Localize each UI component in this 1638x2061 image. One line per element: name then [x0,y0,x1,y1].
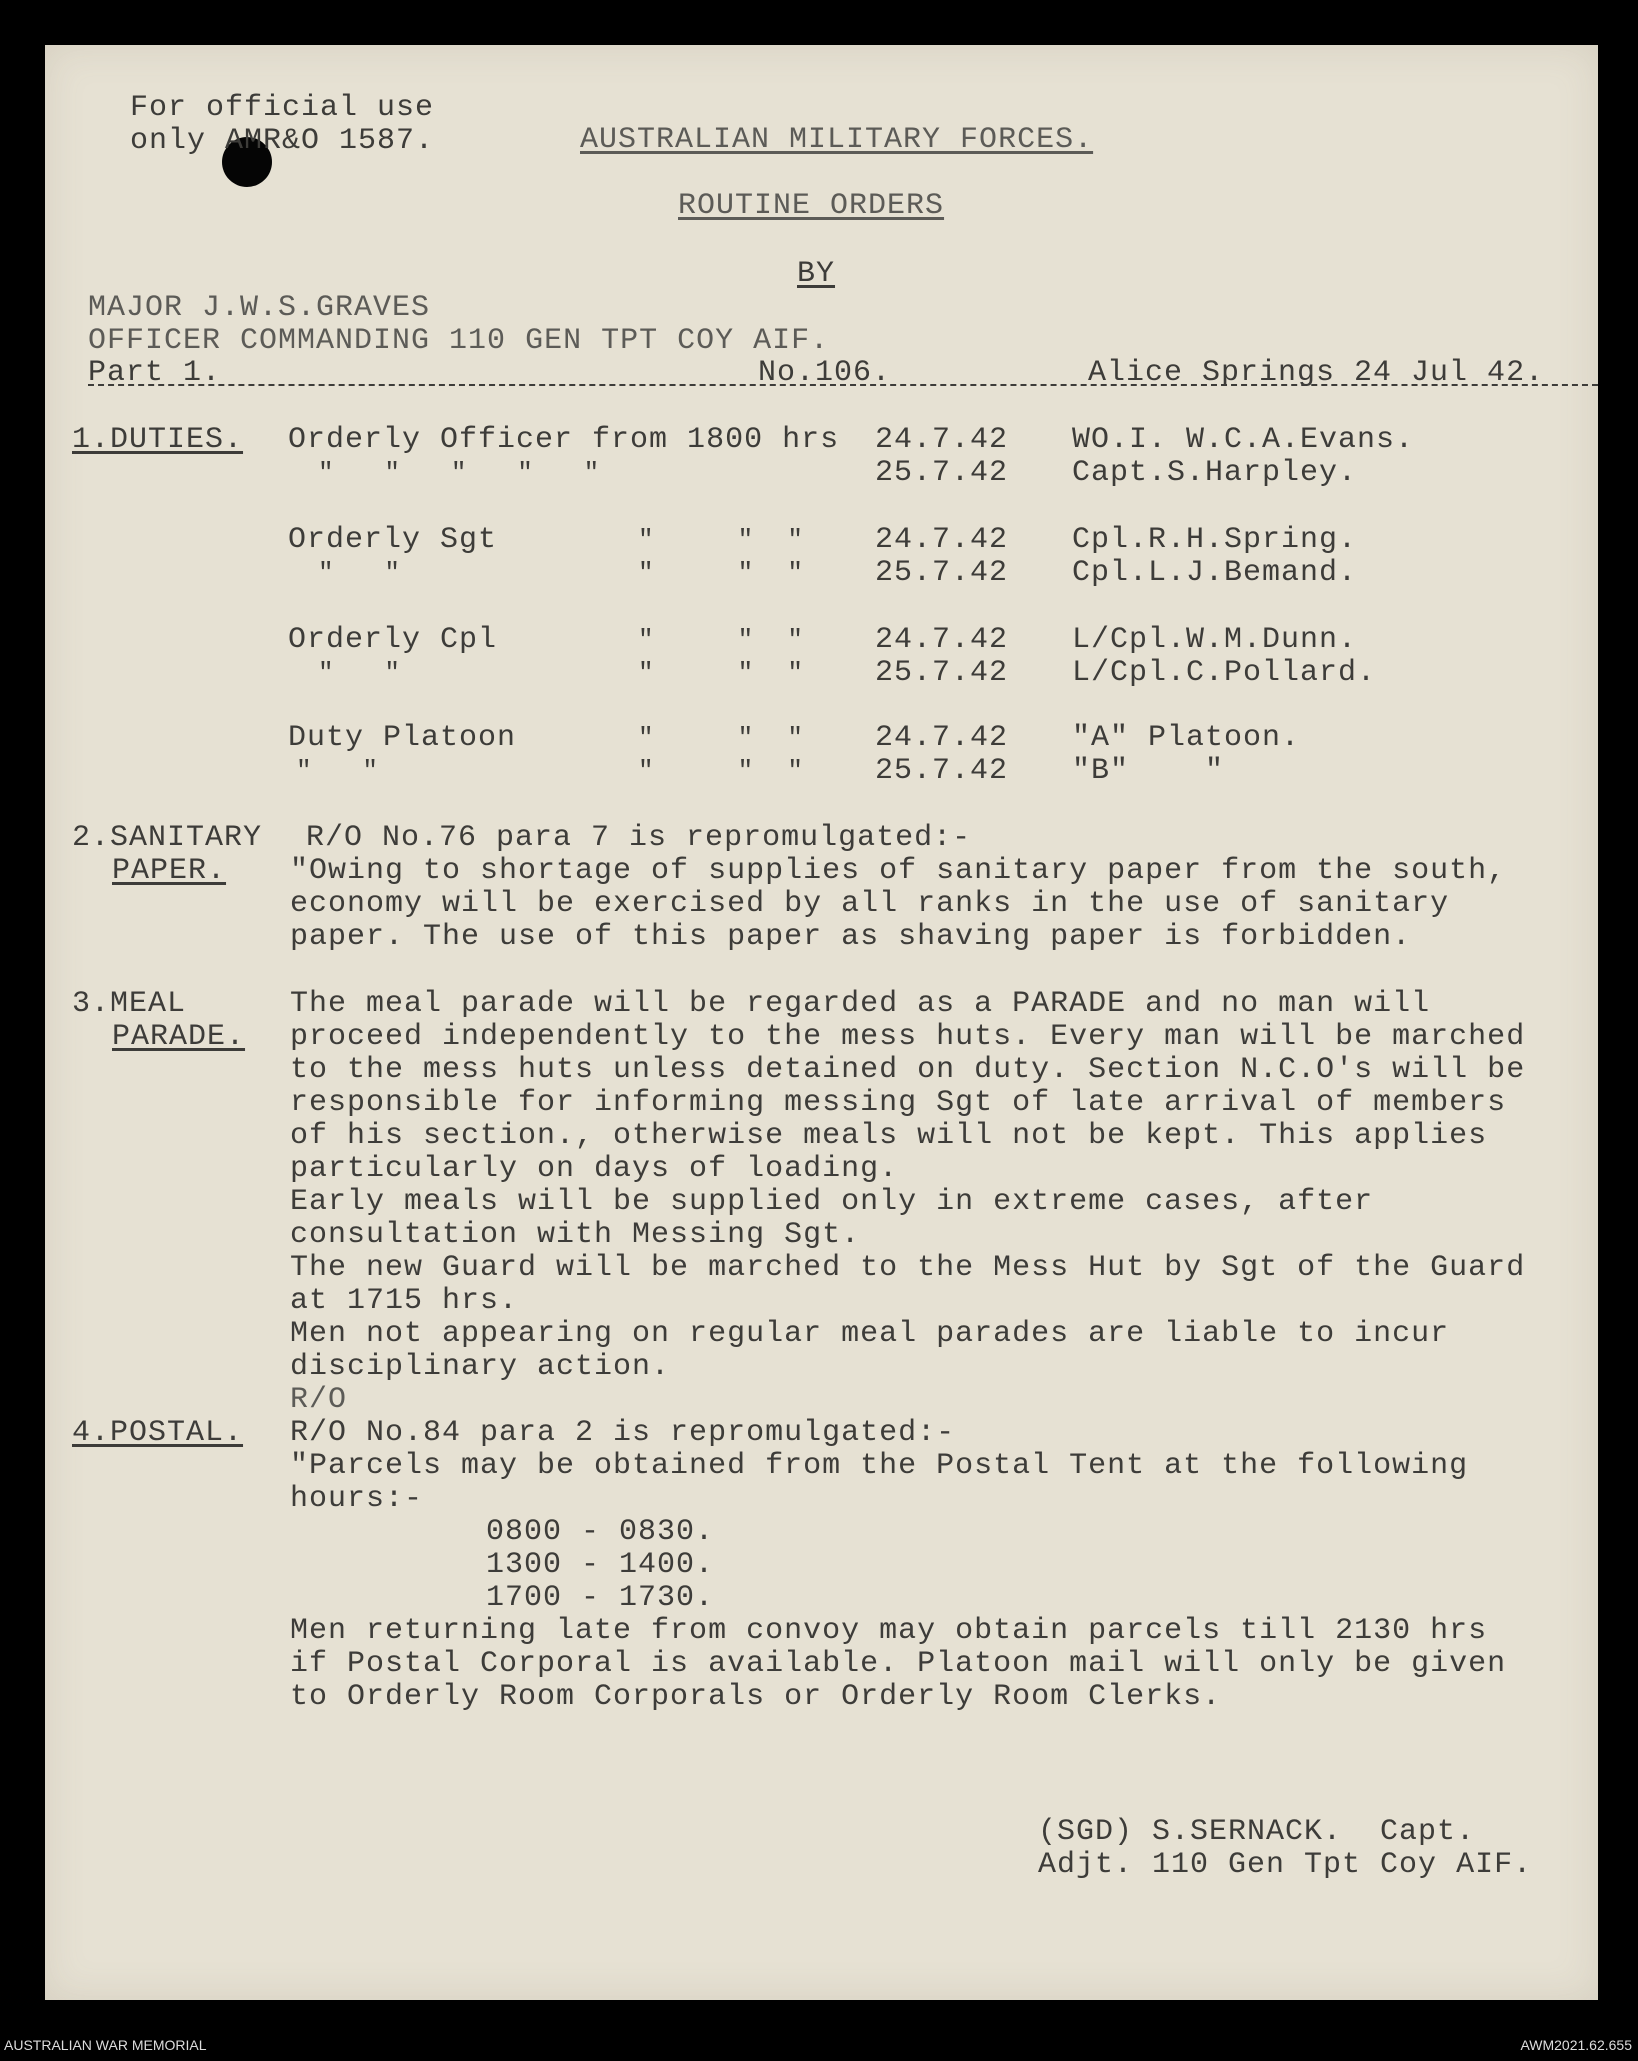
sanitary-line: economy will be exercised by all ranks in the use of sanitary [290,887,1450,921]
duty-ditto: " " " [638,558,805,588]
sanitary-heading: 2.SANITARY [72,821,263,855]
meal-line: proceed independently to the mess huts. Every man will be marched [290,1020,1526,1054]
postal-line: if Postal Corporal is available. Platoon mail will only be given [290,1647,1507,1681]
postal-heading: 4.POSTAL. [72,1416,244,1450]
duty-ditto: " " " [638,756,805,786]
meal-line: responsible for informing messing Sgt of late arrival of members [290,1086,1507,1120]
sanitary-subheading: PAPER. [112,854,227,888]
duty-ditto: " " " [638,658,805,688]
duty-date: 25.7.42 [875,656,1009,690]
duty-role: Duty Platoon [288,721,517,755]
duty-date: 24.7.42 [875,623,1009,657]
meal-line: disciplinary action. [290,1350,671,1384]
part-label: Part 1. [88,356,222,390]
duty-ditto: " " " [638,723,805,753]
duty-date: 25.7.42 [875,456,1009,490]
document-subtitle: ROUTINE ORDERS [678,189,945,223]
orders-number: No.106. [758,356,892,390]
duty-role: " " [318,558,402,588]
duty-role: " " [318,658,402,688]
meal-line: R/O [290,1383,348,1417]
duty-name: Cpl.R.H.Spring. [1072,523,1358,557]
duty-name: Cpl.L.J.Bemand. [1072,556,1358,590]
meal-line: Men not appearing on regular meal parades are liable to incur [290,1317,1450,1351]
by-label: BY [797,257,836,291]
meal-line: to the mess huts unless detained on duty. Section N.C.O's will be [290,1053,1526,1087]
sanitary-line: paper. The use of this paper as shaving paper is forbidden. [290,920,1412,954]
postal-line: "Parcels may be obtained from the Postal Tent at the following [290,1449,1469,1483]
duty-name: WO.I. W.C.A.Evans. [1072,423,1415,457]
place-date: Alice Springs 24 Jul 42. [1088,356,1545,390]
footer-credit: AUSTRALIAN WAR MEMORIAL [4,2037,207,2053]
meal-line: The new Guard will be marched to the Mess Hut by Sgt of the Guard [290,1251,1526,1285]
duty-name: "B" " [1072,754,1225,788]
duty-role: Orderly Sgt [288,523,498,557]
postal-line: to Orderly Room Corporals or Orderly Room Clerks. [290,1680,1222,1714]
meal-line: of his section., otherwise meals will not be kept. This applies [290,1119,1488,1153]
duty-role: " " [296,756,380,786]
duty-name: L/Cpl.W.M.Dunn. [1072,623,1358,657]
officer-title: OFFICER COMMANDING 110 GEN TPT COY AIF. [88,324,830,358]
postal-hours: 1300 - 1400. [486,1548,715,1582]
duty-date: 24.7.42 [875,423,1009,457]
meal-line: The meal parade will be regarded as a PARADE and no man will [290,987,1431,1021]
signature-line-1: (SGD) S.SERNACK. Capt. [1038,1815,1476,1849]
postal-line: R/O No.84 para 2 is repromulgated:- [290,1416,956,1450]
footer-accession-number: AWM2021.62.655 [1520,2037,1632,2053]
duty-name: Capt.S.Harpley. [1072,456,1358,490]
duty-ditto: " " " [638,525,805,555]
official-use-line-2: only AMR&O 1587. [130,124,435,158]
document-title: AUSTRALIAN MILITARY FORCES. [580,123,1094,157]
duty-role: Orderly Cpl [288,623,498,657]
duty-date: 24.7.42 [875,721,1009,755]
duty-date: 24.7.42 [875,523,1009,557]
postal-line: hours:- [290,1482,424,1516]
meal-line: particularly on days of loading. [290,1152,899,1186]
sanitary-line: R/O No.76 para 7 is repromulgated:- [306,821,972,855]
signature-line-2: Adjt. 110 Gen Tpt Coy AIF. [1038,1848,1533,1882]
duty-name: L/Cpl.C.Pollard. [1072,656,1377,690]
officer-name: MAJOR J.W.S.GRAVES [88,291,431,325]
official-use-line-1: For official use [130,91,435,125]
postal-hours: 1700 - 1730. [486,1581,715,1615]
duty-role: " " " " " [318,458,601,488]
meal-heading: 3.MEAL [72,987,187,1021]
duty-role: Orderly Officer from 1800 hrs [288,423,840,457]
duty-ditto: " " " [638,625,805,655]
duty-date: 25.7.42 [875,754,1009,788]
meal-line: consultation with Messing Sgt. [290,1218,861,1252]
duty-date: 25.7.42 [875,556,1009,590]
postal-hours: 0800 - 0830. [486,1515,715,1549]
duty-name: "A" Platoon. [1072,721,1301,755]
meal-line: at 1715 hrs. [290,1284,519,1318]
duties-heading: 1.DUTIES. [72,423,244,457]
meal-subheading: PARADE. [112,1020,246,1054]
postal-line: Men returning late from convoy may obtain parcels till 2130 hrs [290,1614,1488,1648]
meal-line: Early meals will be supplied only in extreme cases, after [290,1185,1374,1219]
sanitary-line: "Owing to shortage of supplies of sanitary paper from the south, [290,854,1507,888]
header-rule [88,384,1598,386]
